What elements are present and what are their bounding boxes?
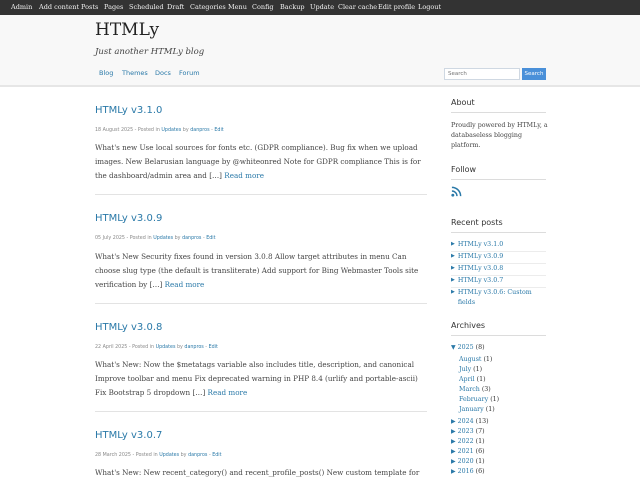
nav-docs[interactable]: Docs <box>155 69 171 77</box>
archive-month-label: February <box>459 396 489 403</box>
recent-post-link[interactable] <box>451 276 503 286</box>
archive-year-label: 2021 <box>457 448 474 455</box>
header-divider <box>0 85 640 87</box>
triangle-right-icon: ▶ <box>451 253 455 259</box>
recent-post-label: HTMLy v3.0.8 <box>457 265 504 272</box>
recent-post-label: HTMLy v3.0.6: Custom fields <box>457 289 532 306</box>
post-excerpt-text: What's new Use local sources for fonts etc. (GDPR compliance). Bug fix when we upload images. New Belarusian language by @whiteonred Note for GDPR compliance This is for the dashboard/admin area and […] <box>95 143 421 180</box>
triangle-right-icon: ▶ <box>451 265 455 271</box>
triangle-right-icon: ▶ <box>451 448 456 455</box>
archive-month[interactable] <box>459 396 499 403</box>
archive-month-label: April <box>459 376 475 383</box>
post-meta: 05 July 2025 - Posted in Updates by danpros - Edit <box>95 236 216 241</box>
post-meta: 28 March 2025 - Posted in Updates by danpros - Edit <box>95 453 222 458</box>
recent-post-label: HTMLy v3.1.0 <box>457 241 504 248</box>
post-title[interactable]: HTMLy v3.0.7 <box>95 430 163 441</box>
post-category-link[interactable]: Updates <box>159 453 180 458</box>
archive-month-count: (1) <box>473 366 483 373</box>
triangle-right-icon: ▶ <box>451 458 456 465</box>
site-tagline: Just another HTMLy blog <box>95 47 205 57</box>
post-excerpt-text: What's New Security fixes found in version 3.0.8 Allow target attributes in menu Can choose slug type (the default is transliterate) Add support for Bing Webmaster Tools site verification by […] <box>95 252 419 289</box>
archive-month-label: July <box>459 366 472 373</box>
post-meta: 18 August 2025 - Posted in Updates by danpros - Edit <box>95 128 224 133</box>
archive-year-2025[interactable] <box>451 344 485 351</box>
post-by: by <box>176 345 183 350</box>
post-edit-link[interactable]: Edit <box>212 453 222 458</box>
post-excerpt <box>95 141 430 183</box>
post-title[interactable]: HTMLy v3.1.0 <box>95 105 163 116</box>
nav-blog[interactable]: Blog <box>99 69 114 77</box>
post-by: by <box>180 453 187 458</box>
archive-year[interactable] <box>451 438 485 445</box>
post-edit-link[interactable]: Edit <box>214 128 224 133</box>
site-title[interactable]: HTMLy <box>95 20 160 40</box>
follow-rule <box>451 179 546 180</box>
post-excerpt-text: What's New: Now the $metatags variable also includes title, description, and canonical Improve toolbar and menu Fix deprecated warning in PHP 8.4 (urlify and portable-ascii) Fix Bootstrap 5 dropdown […] <box>95 360 418 397</box>
recent-post-link[interactable] <box>451 240 503 250</box>
archive-month-count: (1) <box>483 356 493 363</box>
admin-link-draft[interactable]: Draft <box>167 3 185 11</box>
post-title[interactable]: HTMLy v3.0.8 <box>95 322 163 333</box>
archive-year-label: 2025 <box>457 344 474 351</box>
post-by: by <box>182 128 189 133</box>
about-rule <box>451 112 546 113</box>
archive-month[interactable] <box>459 386 491 393</box>
nav-themes[interactable]: Themes <box>122 69 148 77</box>
post-author-link[interactable]: danpros <box>190 128 210 133</box>
admin-link-add-content[interactable]: Add content <box>39 3 80 11</box>
admin-link-scheduled[interactable]: Scheduled <box>129 3 164 11</box>
post-category-link[interactable]: Updates <box>161 128 182 133</box>
archive-month[interactable] <box>459 356 492 363</box>
admin-link-clear-cache[interactable]: Clear cache <box>338 3 378 11</box>
search-button[interactable]: Search <box>522 68 546 80</box>
archive-year-count: (6) <box>475 468 485 475</box>
follow-heading: Follow <box>451 165 477 174</box>
post-excerpt <box>95 250 430 292</box>
triangle-right-icon: ▶ <box>451 438 456 445</box>
admin-link-posts[interactable]: Posts <box>81 3 99 11</box>
admin-link-admin[interactable]: Admin <box>11 3 33 11</box>
post-divider <box>95 303 427 304</box>
triangle-right-icon: ▶ <box>451 468 456 475</box>
about-text: Proudly powered by HTMLy, a databaseless blogging platform. <box>451 122 548 149</box>
post-meta: 22 April 2025 - Posted in Updates by danpros - Edit <box>95 345 218 350</box>
archive-month-count: (1) <box>476 376 486 383</box>
archive-month-label: August <box>459 356 482 363</box>
archive-year-count: (1) <box>475 458 485 465</box>
triangle-right-icon: ▶ <box>451 277 455 283</box>
post-category-link[interactable]: Updates <box>155 345 176 350</box>
archives-rule <box>451 335 546 336</box>
archives-heading: Archives <box>451 321 486 330</box>
archive-year[interactable] <box>451 448 485 455</box>
admin-link-update[interactable]: Update <box>310 3 335 11</box>
admin-link-categories[interactable]: Categories <box>190 3 226 11</box>
admin-link-config[interactable]: Config <box>252 3 274 11</box>
archive-year-label: 2016 <box>457 468 474 475</box>
archive-year[interactable] <box>451 458 485 465</box>
rss-icon[interactable] <box>451 186 462 197</box>
archive-year[interactable] <box>451 418 489 425</box>
archive-year-label: 2020 <box>457 458 474 465</box>
recent-post-label: HTMLy v3.0.7 <box>457 277 504 284</box>
archive-year-label: 2024 <box>457 418 474 425</box>
nav-forum[interactable]: Forum <box>179 69 200 77</box>
recent-post-link[interactable] <box>451 288 544 308</box>
post-category-link[interactable]: Updates <box>153 236 174 241</box>
post-author-link[interactable]: danpros <box>182 236 202 241</box>
read-more-link[interactable]: Read more <box>224 171 264 180</box>
admin-link-pages[interactable]: Pages <box>104 3 124 11</box>
post-author-link[interactable]: danpros <box>184 345 204 350</box>
post-excerpt <box>95 466 430 480</box>
admin-link-backup[interactable]: Backup <box>280 3 305 11</box>
recent-posts-heading: Recent posts <box>451 218 503 227</box>
admin-link-edit-profile[interactable]: Edit profile <box>378 3 416 11</box>
post-divider <box>95 411 427 412</box>
triangle-right-icon: ▶ <box>451 418 456 425</box>
post-date: 28 March 2025 - Posted in <box>95 453 158 458</box>
recent-posts-rule <box>451 232 546 233</box>
admin-bar <box>0 0 640 15</box>
triangle-right-icon: ▶ <box>451 289 455 295</box>
admin-link-menu[interactable]: Menu <box>228 3 247 11</box>
post-divider <box>95 194 427 195</box>
archive-year-count: (8) <box>475 344 485 351</box>
admin-link-logout[interactable]: Logout <box>418 3 442 11</box>
post-edit-link[interactable]: Edit <box>206 236 216 241</box>
post-by: by <box>174 236 181 241</box>
read-more-link[interactable]: Read more <box>164 280 205 289</box>
archive-month[interactable] <box>459 406 495 413</box>
post-excerpt <box>95 358 430 400</box>
archive-year[interactable] <box>451 468 485 475</box>
post-title[interactable]: HTMLy v3.0.9 <box>95 213 163 224</box>
post-date: 05 July 2025 - Posted in <box>95 236 152 241</box>
archive-month-label: March <box>459 386 480 393</box>
archive-year-count: (7) <box>475 428 485 435</box>
archive-month-count: (1) <box>485 406 495 413</box>
archive-year-count: (6) <box>475 448 485 455</box>
search-input[interactable] <box>444 68 520 80</box>
triangle-down-icon: ▼ <box>451 344 456 351</box>
recent-post-link[interactable] <box>451 252 503 262</box>
read-more-link[interactable]: Read more <box>207 388 248 397</box>
post-date: 18 August 2025 - Posted in <box>95 128 160 133</box>
archive-year-count: (1) <box>475 438 485 445</box>
triangle-right-icon: ▶ <box>451 241 455 247</box>
archive-month[interactable] <box>459 366 482 373</box>
archive-month-label: January <box>459 406 484 413</box>
archive-year-count: (13) <box>475 418 489 425</box>
triangle-right-icon: ▶ <box>451 428 456 435</box>
post-excerpt-text: What's New: New recent_category() and recent_profile_posts() New custom template for <box>95 468 420 477</box>
post-author-link[interactable]: danpros <box>188 453 208 458</box>
archive-year-label: 2022 <box>457 438 474 445</box>
about-heading: About <box>451 98 475 107</box>
archive-month[interactable] <box>459 376 486 383</box>
post-date: 22 April 2025 - Posted in <box>95 345 155 350</box>
archive-month-count: (1) <box>490 396 500 403</box>
archive-month-count: (3) <box>481 386 491 393</box>
recent-post-label: HTMLy v3.0.9 <box>457 253 504 260</box>
archive-year-label: 2023 <box>457 428 474 435</box>
recent-post-link[interactable] <box>451 264 503 274</box>
post-edit-link[interactable]: Edit <box>208 345 218 350</box>
archive-year[interactable] <box>451 428 485 435</box>
